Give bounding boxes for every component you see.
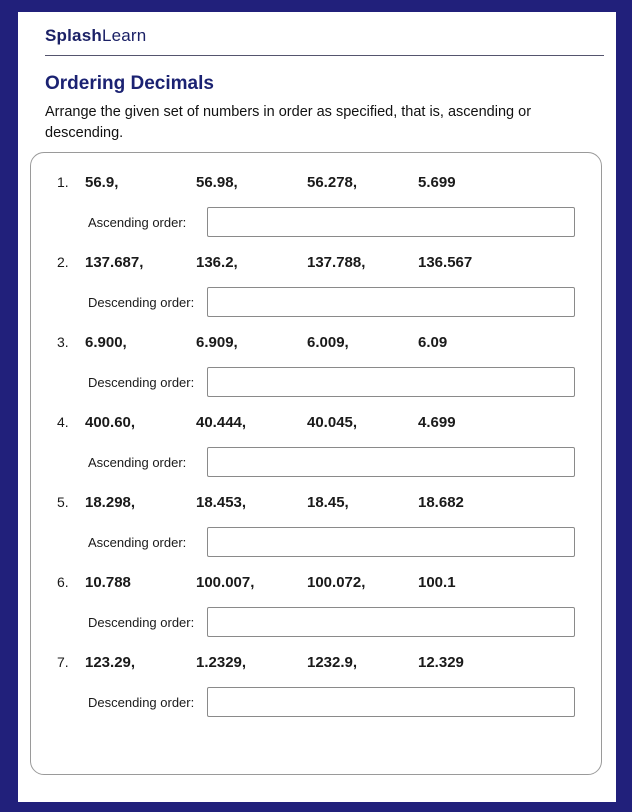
decimal-value: 6.909, <box>196 334 238 352</box>
number-row <box>57 654 575 674</box>
problem-4 <box>57 414 575 477</box>
problem-3 <box>57 334 575 397</box>
problem-5 <box>57 494 575 557</box>
decimal-value: 18.45, <box>307 494 349 512</box>
instructions-text: Arrange the given set of numbers in order as specified, that is, ascending or descending. <box>45 104 532 141</box>
decimal-value: 56.98, <box>196 174 238 192</box>
decimal-value: 1.2329, <box>196 654 247 672</box>
problem-7 <box>57 654 575 717</box>
number-row <box>57 494 575 514</box>
decimal-value: 6.900, <box>85 334 127 352</box>
decimal-value: 40.444, <box>196 414 247 432</box>
decimal-value: 137.687, <box>85 254 144 272</box>
answer-row <box>57 687 575 717</box>
problem-number: 7. <box>57 654 69 671</box>
decimal-value: 1232.9, <box>307 654 358 672</box>
problem-2 <box>57 254 575 317</box>
order-label: Descending order: <box>88 614 195 630</box>
header <box>18 12 616 46</box>
problem-6 <box>57 574 575 637</box>
decimal-value: 136.567 <box>418 254 473 272</box>
problem-number: 3. <box>57 334 69 351</box>
worksheet-page <box>18 12 616 802</box>
decimal-value: 4.699 <box>418 414 456 432</box>
decimal-value: 18.453, <box>196 494 247 512</box>
answer-input[interactable] <box>207 687 575 717</box>
order-label: Ascending order: <box>88 534 187 550</box>
logo-text-splash: Splash <box>45 26 102 45</box>
decimal-value: 18.298, <box>85 494 136 512</box>
page-title: Ordering Decimals <box>45 73 214 94</box>
decimal-value: 18.682 <box>418 494 464 512</box>
answer-input[interactable] <box>207 207 575 237</box>
splashlearn-logo <box>45 26 589 46</box>
answer-row <box>57 607 575 637</box>
answer-input[interactable] <box>207 607 575 637</box>
order-label: Ascending order: <box>88 454 187 470</box>
answer-row <box>57 207 575 237</box>
decimal-value: 400.60, <box>85 414 136 432</box>
order-label: Descending order: <box>88 694 195 710</box>
decimal-value: 12.329 <box>418 654 464 672</box>
problem-number: 4. <box>57 414 69 431</box>
decimal-value: 100.1 <box>418 574 456 592</box>
order-label: Ascending order: <box>88 214 187 230</box>
answer-input[interactable] <box>207 527 575 557</box>
answer-row <box>57 447 575 477</box>
answer-row <box>57 527 575 557</box>
number-row <box>57 334 575 354</box>
answer-row <box>57 287 575 317</box>
number-row <box>57 574 575 594</box>
order-label: Descending order: <box>88 294 195 310</box>
problems-container <box>30 152 602 775</box>
decimal-value: 100.072, <box>307 574 366 592</box>
answer-input[interactable] <box>207 287 575 317</box>
answer-row <box>57 367 575 397</box>
decimal-value: 6.009, <box>307 334 349 352</box>
number-row <box>57 414 575 434</box>
decimal-value: 40.045, <box>307 414 358 432</box>
decimal-value: 136.2, <box>196 254 238 272</box>
number-row <box>57 254 575 274</box>
logo-text-learn: Learn <box>101 26 147 45</box>
decimal-value: 56.9, <box>85 174 119 192</box>
decimal-value: 56.278, <box>307 174 358 192</box>
decimal-value: 123.29, <box>85 654 136 672</box>
decimal-value: 10.788 <box>85 574 131 592</box>
problem-number: 6. <box>57 574 69 591</box>
header-divider <box>45 55 604 56</box>
decimal-value: 6.09 <box>418 334 448 352</box>
problem-number: 1. <box>57 174 69 191</box>
problem-1 <box>57 174 575 237</box>
order-label: Descending order: <box>88 374 195 390</box>
problem-number: 5. <box>57 494 69 511</box>
answer-input[interactable] <box>207 447 575 477</box>
decimal-value: 137.788, <box>307 254 366 272</box>
number-row <box>57 174 575 194</box>
decimal-value: 100.007, <box>196 574 255 592</box>
answer-input[interactable] <box>207 367 575 397</box>
decimal-value: 5.699 <box>418 174 456 192</box>
problem-number: 2. <box>57 254 69 271</box>
